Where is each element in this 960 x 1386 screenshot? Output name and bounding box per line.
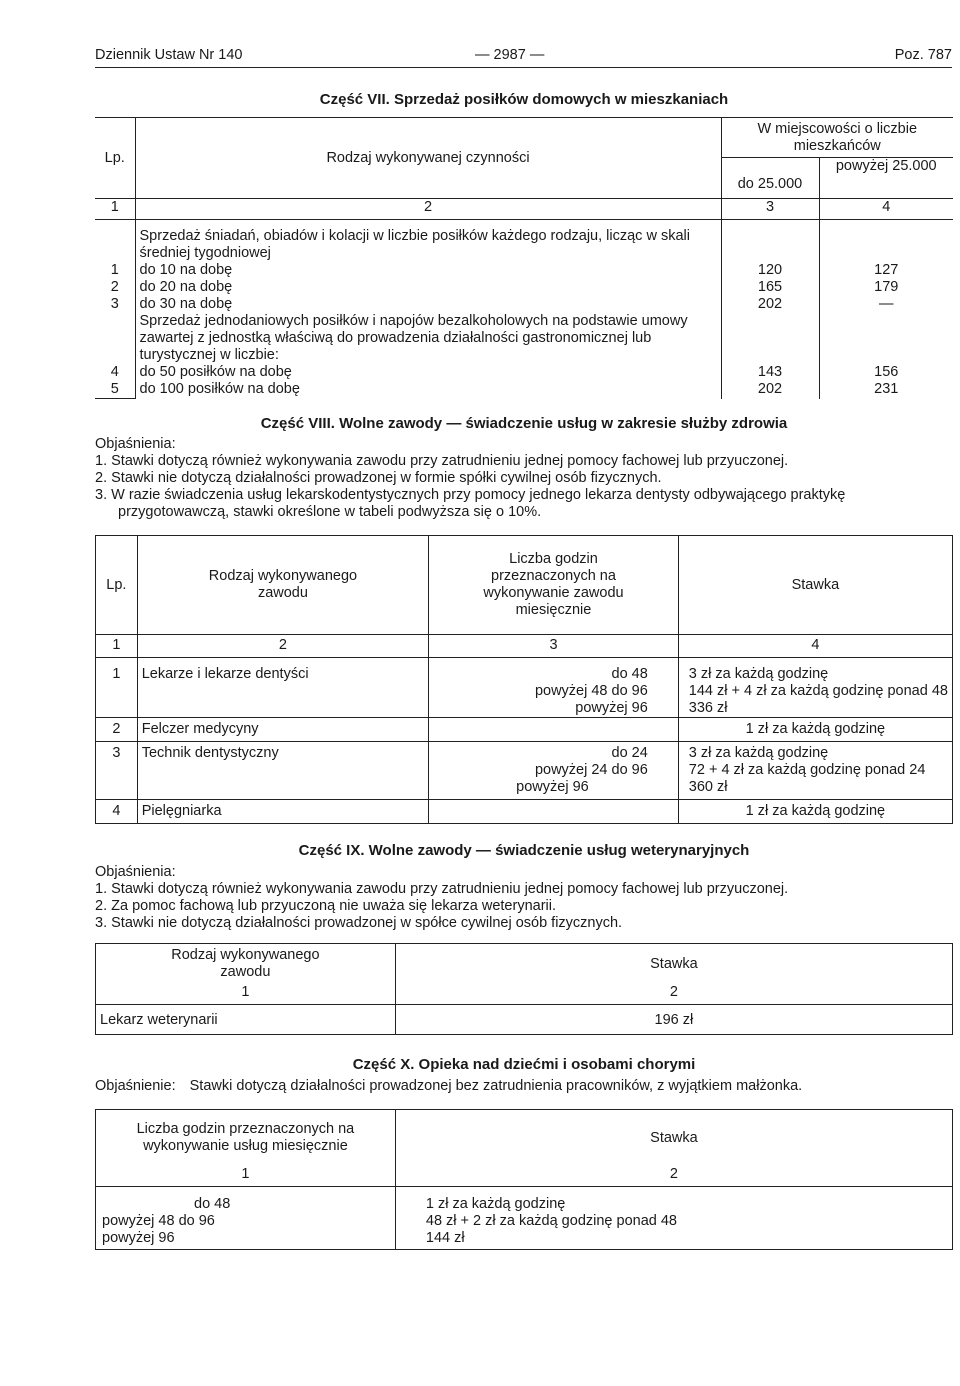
- note-label: Objaśnienie:: [95, 1078, 176, 1094]
- row-profession: Lekarze i lekarze dentyści: [137, 658, 428, 718]
- row-hours: do 48 powyżej 48 do 96 powyżej 96: [429, 658, 679, 718]
- row-lp: 3: [96, 742, 138, 800]
- colnum-3: 3: [721, 199, 819, 220]
- col-group-header: W miejscowości o liczbie mieszkańców: [721, 118, 953, 158]
- row-value-upto: 202: [721, 296, 819, 313]
- row-hours: do 24 powyżej 24 do 96 powyżej 96: [429, 742, 679, 800]
- col-rate-header: Stawka: [395, 944, 952, 985]
- row-value-upto: 120: [721, 262, 819, 279]
- row-label: do 20 na dobę: [135, 279, 721, 296]
- row-lp: 1: [95, 262, 135, 279]
- row-value-above: 179: [874, 279, 899, 295]
- row-rate: 196 zł: [395, 1005, 952, 1035]
- colnum-2: 2: [135, 199, 721, 220]
- colnum-1: 1: [95, 199, 135, 220]
- row-lp: 2: [95, 279, 135, 296]
- row-value-above: 231: [874, 381, 899, 397]
- row-lp: 2: [96, 718, 138, 742]
- note-text: Stawki dotyczą działalności prowadzonej bez zatrudnienia pracowników, z wyjątkiem małżonka.: [189, 1078, 803, 1094]
- row-value-upto: 143: [721, 364, 819, 381]
- row-lp: 4: [95, 364, 135, 381]
- row-rate: 3 zł za każdą godzinę 72 + 4 zł za każdą godzinę ponad 24 360 zł: [678, 742, 952, 800]
- note-item: 1. Stawki dotyczą również wykonywania zawodu przy zatrudnieniu jednej pomocy fachowej lub przyuczonej.: [95, 881, 789, 897]
- table-row: [96, 718, 953, 742]
- page-number: — 2987 —: [475, 47, 545, 63]
- col-lp-header: Lp.: [96, 536, 138, 635]
- row-profession: Pielęgniarka: [137, 800, 428, 824]
- part8-table: [95, 535, 953, 824]
- part7-table: [95, 117, 953, 399]
- colnum-1: 1: [96, 984, 396, 1005]
- note-item: 1. Stawki dotyczą również wykonywania zawodu przy zatrudnieniu jednej pomocy fachowej lub przyuczonej.: [95, 453, 789, 469]
- col-lp-header: Lp.: [95, 118, 135, 199]
- row-value-above: 156: [874, 364, 899, 380]
- col-upto-header: do 25.000: [721, 158, 819, 199]
- part7-title: Część VII. Sprzedaż posiłków domowych w mieszkaniach: [319, 91, 729, 108]
- col-rate-header: Stawka: [395, 1110, 952, 1167]
- row-label: do 50 posiłków na dobę: [135, 364, 721, 381]
- col-profession-header: Rodzaj wykonywanego zawodu: [137, 536, 428, 635]
- row-rate: 1 zł za każdą godzinę 48 zł + 2 zł za każdą godzinę ponad 48 144 zł: [395, 1187, 952, 1250]
- part9-title: Część IX. Wolne zawody — świadczenie usług weterynaryjnych: [298, 842, 750, 859]
- row-rate: 1 zł za każdą godzinę: [678, 800, 952, 824]
- part10-table: [95, 1109, 953, 1250]
- notes-label: Objaśnienia:: [95, 864, 176, 880]
- part8-notes: [95, 436, 955, 521]
- row-lp: 1: [96, 658, 138, 718]
- row-lp: 4: [96, 800, 138, 824]
- col-activity-header: Rodzaj wykonywanej czynności: [135, 118, 721, 199]
- row-value-above: —: [879, 296, 894, 312]
- row-profession: Felczer medycyny: [137, 718, 428, 742]
- note-item: 2. Stawki nie dotyczą działalności prowadzonej w formie spółki cywilnej osób fizycznych.: [95, 470, 662, 486]
- colnum-4: 4: [819, 199, 953, 220]
- col-above-header: powyżej 25.000: [819, 158, 953, 199]
- colnum-1: 1: [96, 1166, 396, 1187]
- position-number: Poz. 787: [894, 47, 952, 63]
- part8-title: Część VIII. Wolne zawody — świadczenie usług w zakresie służby zdrowia: [260, 415, 788, 432]
- table-row: [95, 262, 953, 279]
- col-profession-header: Rodzaj wykonywanego zawodu: [96, 944, 396, 985]
- note-item: 3. W razie świadczenia usług lekarskodentystycznych przy pomocy jednego lekarza dentysty odbywającego praktykę: [95, 487, 846, 503]
- note-item: 3. Stawki nie dotyczą działalności prowadzonej w spółce cywilnej osób fizycznych.: [95, 915, 623, 931]
- part10-title: Część X. Opieka nad dziećmi i osobami chorymi: [352, 1056, 696, 1073]
- colnum-2: 2: [395, 1166, 952, 1187]
- colnum-2: 2: [137, 635, 428, 658]
- row-rate: 3 zł za każdą godzinę 144 zł + 4 zł za każdą godzinę ponad 48 336 zł: [678, 658, 952, 718]
- colnum-3: 3: [429, 635, 679, 658]
- table-row: [96, 1005, 953, 1035]
- colnum-2: 2: [395, 984, 952, 1005]
- row-label: do 100 posiłków na dobę: [135, 381, 721, 399]
- colnum-1: 1: [96, 635, 138, 658]
- col-hours-header: Liczba godzin przeznaczonych na wykonywanie usług miesięcznie: [96, 1110, 396, 1167]
- note-item: przygotowawczą, stawki określone w tabeli podwyższa się o 10%.: [118, 504, 542, 520]
- part9-table: [95, 943, 953, 1035]
- col-rate-header: Stawka: [678, 536, 952, 635]
- part10-note: [95, 1078, 955, 1095]
- table-row: [95, 364, 953, 381]
- note-item: 2. Za pomoc fachową lub przyuczoną nie uważa się lekarza weterynarii.: [95, 898, 557, 914]
- section-intro-meals: Sprzedaż śniadań, obiadów i kolacji w liczbie posiłków każdego rodzaju, licząc w skali średniej tygodniowej: [135, 220, 721, 263]
- row-label: do 10 na dobę: [135, 262, 721, 279]
- row-value-above: 127: [874, 262, 899, 278]
- table-row: [96, 658, 953, 718]
- page-header: [95, 47, 952, 68]
- row-profession: Technik dentystyczny: [137, 742, 428, 800]
- table-row: [95, 381, 953, 399]
- colnum-4: 4: [678, 635, 952, 658]
- row-value-upto: 165: [721, 279, 819, 296]
- row-lp: 3: [95, 296, 135, 313]
- table-row: [96, 1187, 953, 1250]
- section-intro-single-dish: Sprzedaż jednodaniowych posiłków i napojów bezalkoholowych na podstawie umowy zawartej z jednostką właściwą do prowadzenia działalności gastronomicznej lub turystycznej w liczbie:: [135, 313, 721, 364]
- table-row: [96, 800, 953, 824]
- row-value-upto: 202: [721, 381, 819, 399]
- journal-name: Dziennik Ustaw Nr 140: [95, 47, 243, 63]
- row-label: do 30 na dobę: [135, 296, 721, 313]
- table-row: [96, 742, 953, 800]
- table-row: [95, 279, 953, 296]
- row-lp: 5: [95, 381, 135, 399]
- row-hours: do 48 powyżej 48 do 96 powyżej 96: [96, 1187, 396, 1250]
- row-profession: Lekarz weterynarii: [96, 1005, 396, 1035]
- notes-label: Objaśnienia:: [95, 436, 176, 452]
- table-row: [95, 296, 953, 313]
- col-hours-header: Liczba godzin przeznaczonych na wykonywanie zawodu miesięcznie: [429, 536, 679, 635]
- part9-notes: [95, 864, 955, 932]
- row-rate: 1 zł za każdą godzinę: [678, 718, 952, 742]
